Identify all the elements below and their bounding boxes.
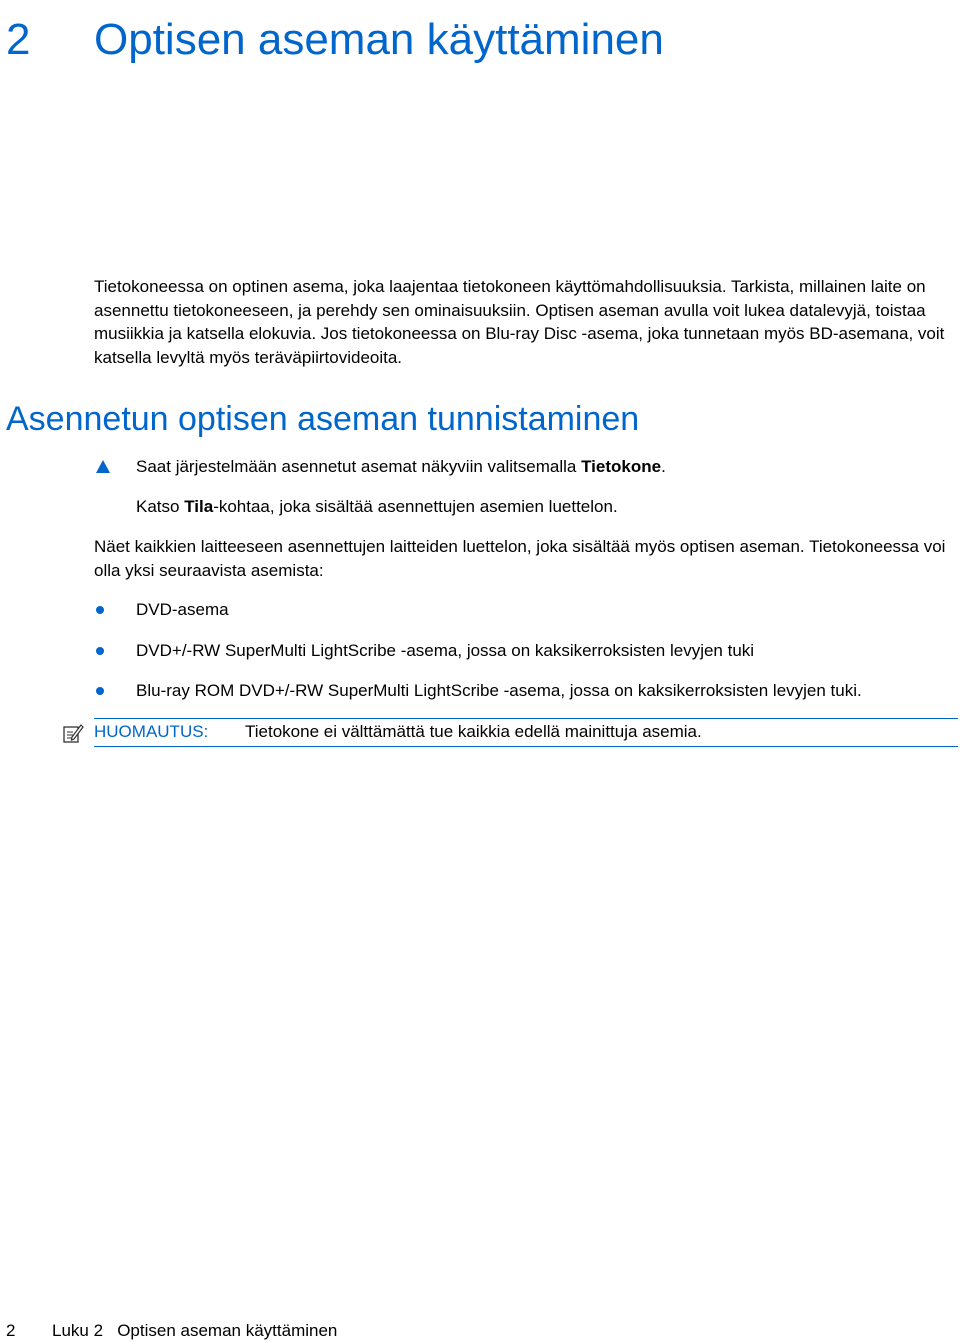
bullet-icon	[96, 606, 104, 614]
step-result	[136, 495, 618, 518]
list-item-text: DVD-asema	[136, 600, 229, 619]
page-footer	[6, 1319, 337, 1342]
footer-chapter-ref: Luku 2 Optisen aseman käyttäminen	[52, 1321, 338, 1340]
step-text-after: .	[661, 457, 666, 476]
note-label: HUOMAUTUS:	[94, 722, 209, 741]
chapter-title-text: Optisen aseman käyttäminen	[94, 15, 664, 64]
step-result-bold: Tila	[184, 497, 214, 516]
step-text	[136, 455, 666, 478]
bullet-icon	[96, 687, 104, 695]
step-text-bold: Tietokone	[581, 457, 662, 476]
step-result-before: Katso	[136, 497, 185, 516]
note-text: Tietokone ei välttämättä tue kaikkia edellä mainittuja asemia.	[245, 722, 702, 741]
note-box	[60, 718, 958, 748]
page-number: 2	[6, 1321, 16, 1340]
note-rule-top	[94, 718, 958, 719]
note-pencil-icon	[62, 722, 84, 744]
step-result-after: -kohtaa, joka sisältää asennettujen asemien luettelon.	[213, 497, 618, 516]
chapter-number: 2	[6, 15, 31, 64]
step-text-before: Saat järjestelmään asennetut asemat näkyviin valitsemalla	[136, 457, 582, 476]
intro-paragraph: Tietokoneessa on optinen asema, joka laajentaa tietokoneen käyttömahdollisuuksia. Tarkista, millainen laite on asennettu tietokoneeseen, ja perehdy sen ominaisuuksiin. Optisen aseman avulla voit lukea datalevyjä, toistaa musiikkia ja katsella elokuvia. Jos tietokoneessa on Blu-ray Disc -asema, joka tunnetaan myös BD-asemana, voit katsella levyltä myös teräväpiirtovideoita.	[94, 277, 945, 367]
note-rule-bottom	[94, 746, 958, 747]
bullet-icon	[96, 647, 104, 655]
chapter-title	[6, 14, 664, 66]
section-title: Asennetun optisen aseman tunnistaminen	[6, 400, 640, 438]
list-item-text: Blu-ray ROM DVD+/-RW SuperMulti LightScribe -asema, jossa on kaksikerroksisten levyjen tuki.	[136, 681, 862, 700]
drive-list-paragraph: Näet kaikkien laitteeseen asennettujen laitteiden luettelon, joka sisältää myös optisen aseman. Tietokoneessa voi olla yksi seuraavista asemista:	[94, 537, 946, 580]
step-triangle-icon	[96, 460, 110, 473]
list-item-text: DVD+/-RW SuperMulti LightScribe -asema, jossa on kaksikerroksisten levyjen tuki	[136, 641, 755, 660]
